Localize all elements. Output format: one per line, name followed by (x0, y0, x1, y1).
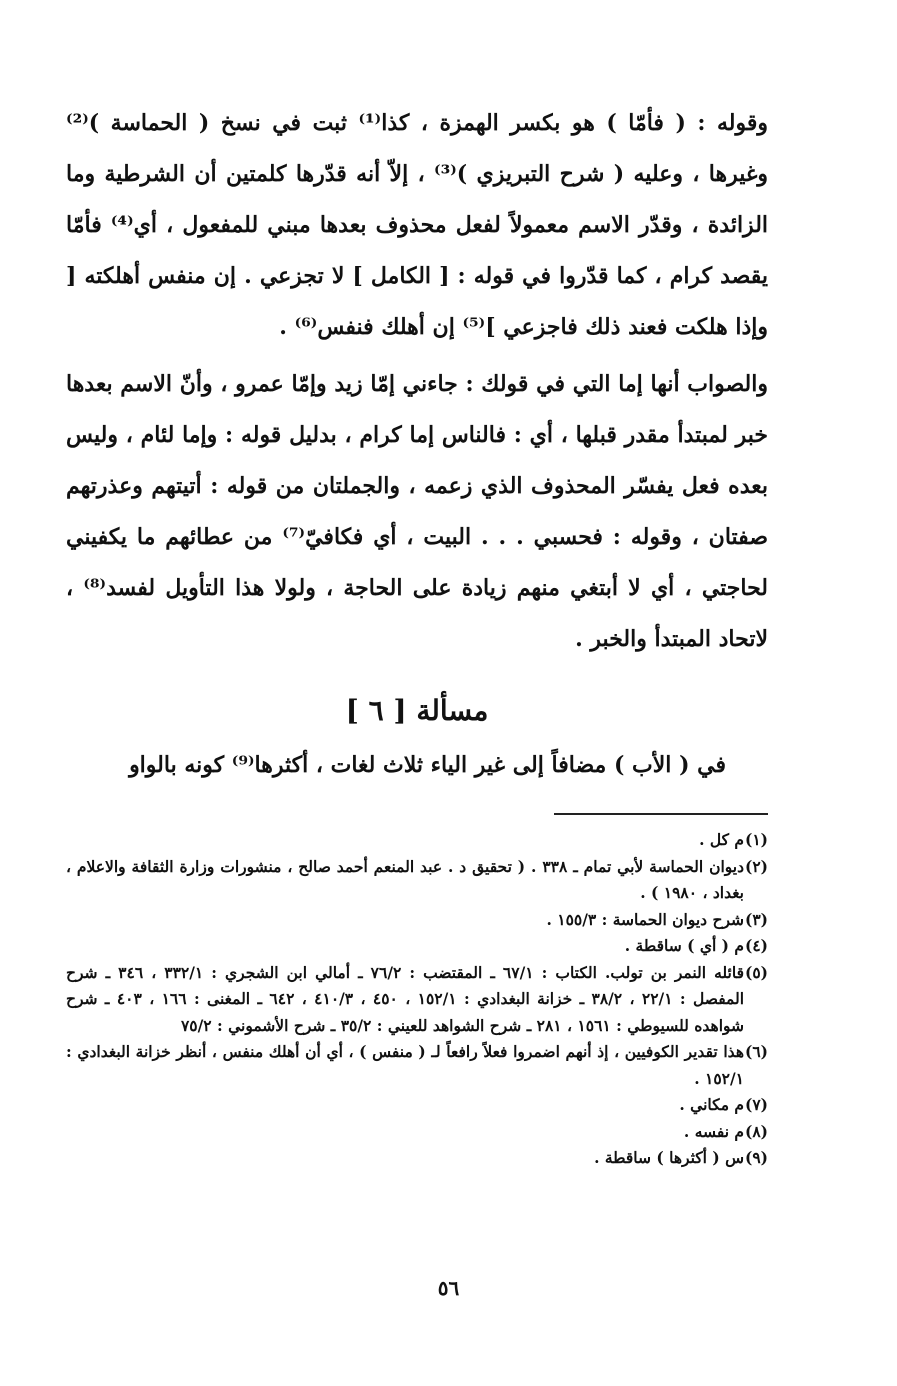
body-paragraph-2: والصواب أنها إما التي في قولك : جاءني إمّا زيد وإمّا عمرو ، وأنّ الاسم بعدها خبر لمبتدأ مقدر قبلها ، أي : فالناس إما كرام ، بدليل قوله : وإما لئام ، وليس بعده فعل يفسّر المحذوف الذي زعمه ، والجملتان من قوله : أتيتهم وعذرتهم صفتان ، وقوله : فحسبي . . . البيت ، أي فكافيّ⁽⁷⁾ من عطائهم ما يكفيني لحاجتي ، أي لا أبتغي منهم زيادة على الحاجة ، ولولا هذا التأويل لفسد⁽⁸⁾ ، لاتحاد المبتدأ والخبر . (66, 371, 769, 652)
footnote-number: (٣) (744, 909, 768, 929)
footnote-item (66, 933, 768, 960)
footnote-number: (٩) (744, 1148, 768, 1167)
footnote-item (66, 827, 768, 854)
footnote-number: (٦) (744, 1042, 768, 1061)
footnote-item (66, 854, 768, 907)
section-heading: مسألة [ ٦ ] (345, 694, 489, 727)
footnote-text: ديوان الحماسة لأبي تمام ـ ٣٣٨ . ( تحقيق د . عبد المنعم أحمد صالح ، منشورات وزارة الثقافة والاعلام ، بغداد ، ١٩٨٠ ) . (66, 856, 745, 902)
footnote-divider (554, 813, 768, 815)
footnote-number: (١) (744, 830, 768, 849)
footnote-number: (٨) (744, 1121, 768, 1141)
footnote-item (66, 1119, 768, 1146)
footnote-text: م كل . (699, 830, 744, 849)
footnote-text: م نفسه . (683, 1121, 744, 1141)
footnote-number: (٢) (744, 856, 768, 876)
footnote-item (66, 960, 768, 1040)
footnote-text: شرح ديوان الحماسة : ١٥٥/٣ . (546, 909, 744, 929)
footnote-item (66, 1039, 768, 1092)
page-content (66, 98, 768, 1172)
footnote-item (66, 1145, 768, 1172)
footnote-text: قائله النمر بن تولب. الكتاب : ٦٧/١ ـ المقتضب : ٧٦/٢ ـ أمالي ابن الشجري : ٣٣٢/١ ، ٣٤٦ ـ شرح المفصل : ٢٢/١ ، ٣٨/٢ ـ خزانة البغدادي : ١٥٢/١ ، ٤٥٠ ، ٤١٠/٣ ، ٦٤٢ ـ المغنى : ١٦٦ ، ٤٠٣ ـ شرح شواهده للسيوطي : ١٥٦١ ، ٢٨١ ـ شرح الشواهد للعيني : ٣٥/٢ ـ شرح الأشموني : ٧٥/٢ (66, 962, 745, 1035)
footnote-item (66, 907, 768, 934)
footnote-number: (٥) (744, 962, 768, 982)
footnote-item (66, 1092, 768, 1119)
page-number: ٥٦ (437, 1276, 460, 1300)
footnote-text: هذا تقدير الكوفيين ، إذ أنهم اضمروا فعلاً رافعاً لـ ( منفس ) ، أي أن أهلك منفس ، أنظر خزانة البغدادي : ١٥٢/١ . (66, 1042, 744, 1088)
footnote-number: (٤) (744, 936, 768, 955)
footnotes-list (66, 827, 768, 1172)
footnote-text: م مكاني . (679, 1095, 744, 1114)
footnote-text: م ( أي ) ساقطة . (624, 936, 744, 955)
footnote-text: س ( أكثرها ) ساقطة . (594, 1148, 744, 1167)
body-paragraph-1: وقوله : ( فأمّا ) هو بكسر الهمزة ، كذا⁽¹⁾ ثبت في نسخ ( الحماسة )⁽²⁾ وغيرها ، وعليه ( شرح التبريزي )⁽³⁾ ، إلاّ أنه قدّرها كلمتين أن الشرطية وما الزائدة ، وقدّر الاسم معمولاً لفعل محذوف بعدها مبني للمفعول ، أي⁽⁴⁾ فأمّا يقصد كرام ، كما قدّروا في قوله : [ الكامل ] لا تجزعي . إن منفس أهلكته [ وإذا هلكت فعند ذلك فاجزعي ]⁽⁵⁾ إن أهلك فنفس⁽⁶⁾ . (66, 110, 769, 340)
footnote-number: (٧) (744, 1095, 768, 1114)
body-paragraph-3: في ( الأب ) مضافاً إلى غير الياء ثلاث لغات ، أكثرها⁽⁹⁾ كونه بالواو (129, 752, 726, 778)
